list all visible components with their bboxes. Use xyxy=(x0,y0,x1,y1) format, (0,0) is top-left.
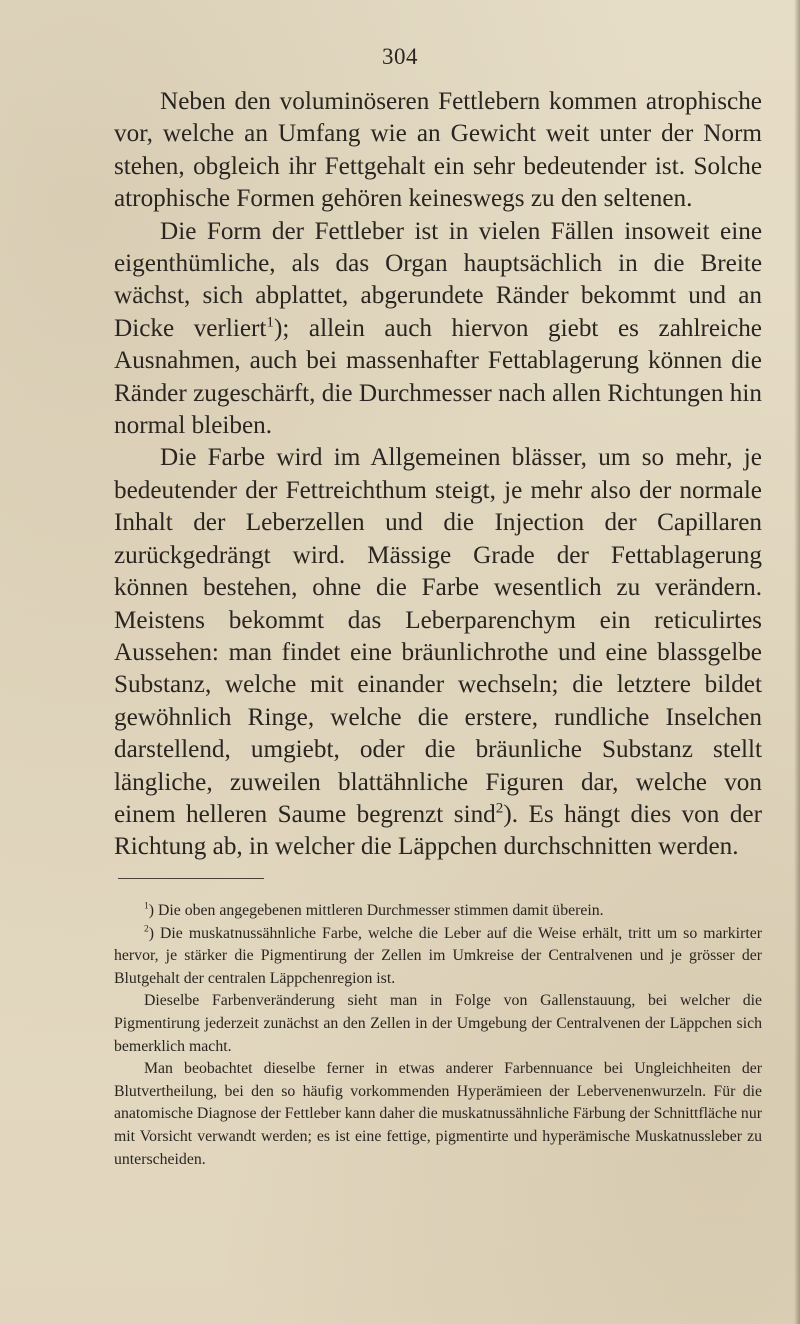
footnote-text: ) Die muskatnussähnliche Farbe, welche die Leber auf die Weise erhält, tritt um so markirter hervor, je stärker die Pigmentirung der Zellen im Umkreise der Centralvenen und je grösser der Blutgehalt der centralen Läppchenregion ist. xyxy=(114,924,762,987)
footnote-reference: 2 xyxy=(495,800,504,817)
footnote-text: ) Die oben angegebenen mittleren Durchmesser stimmen damit überein. xyxy=(148,902,604,919)
footnote-reference: 1 xyxy=(266,314,274,331)
page-edge-shadow xyxy=(794,0,800,1324)
footnotes xyxy=(114,900,762,1171)
paragraph-liver-color xyxy=(114,442,762,863)
footnote-separator xyxy=(118,878,264,879)
footnote-1 xyxy=(114,900,762,923)
paragraph-liver-form xyxy=(114,216,762,443)
footnote-2-continuation: Man beobachtet dieselbe ferner in etwas anderer Farbennuance bei Ungleichheiten der Blutvertheilung, bei den so häufig vorkommenden Hyperämieen der Lebervenenwurzeln. Für die anatomische Diagnose der Fettleber kann daher die muskatnussähnliche Färbung der Schnittfläche nur mit Vorsicht verwandt werden; es ist eine fettige, pigmentirte und hyperämische Muskatnussleber zu unterscheiden. xyxy=(114,1060,762,1168)
footnote-marker: 2 xyxy=(144,924,149,935)
paragraph-text: Die Farbe wird im Allgemeinen blässer, um so mehr, je bedeutender der Fettreichthum steigt, je mehr also der normale Inhalt der Leberzellen und die Injection der Capillaren zurückgedrängt wird. Mässige Grade der Fettablagerung können bestehen, ohne die Farbe wesentlich zu verändern. Meistens bekommt das Leberparenchym ein reticulirtes Aussehen: man findet eine bräunlichrothe und eine blassgelbe Substanz, welche mit einander wechseln; die letztere bildet gewöhnlich Ringe, welche die erstere, rundliche Inselchen darstellend, umgiebt, oder die bräunliche Substanz stellt längliche, zuweilen blattähnliche Figuren dar, welche von einem helleren Saume begrenzt sind xyxy=(114,444,762,828)
page-number: 304 xyxy=(382,44,418,69)
paragraph-atrophic-fatty-liver: Neben den voluminöseren Fettlebern kommen atrophische vor, welche an Umfang wie an Gewicht weit unter der Norm stehen, obgleich ihr Fettgehalt ein sehr bedeutender ist. Solche atrophische Formen gehören keineswegs zu den seltenen. xyxy=(114,88,762,213)
footnote-2 xyxy=(114,923,762,991)
footnote-2-continuation: Dieselbe Farbenveränderung sieht man in Folge von Gallenstauung, bei welcher die Pigmentirung jederzeit zunächst an den Zellen in der Umgebung der Centralvenen der Läppchen sich bemerklich macht. xyxy=(114,992,762,1055)
footnote-marker: 1 xyxy=(144,901,149,912)
paragraph-text: ). Es hängt dies von der Richtung ab, in welcher die Läppchen durchschnitten werden. xyxy=(114,800,762,861)
paragraph-text: Die Form der Fettleber ist in vielen Fällen insoweit eine eigenthümliche, als das Organ hauptsächlich in die Breite wächst, sich abplattet, abgerundete Ränder bekommt und an Dicke verliert xyxy=(114,217,762,342)
main-text xyxy=(114,86,762,864)
paragraph-text: ); allein auch hiervon giebt es zahlreiche Ausnahmen, auch bei massenhafter Fettablagerung können die Ränder zugeschärft, die Durchmesser nach allen Richtungen hin normal bleiben. xyxy=(114,314,762,440)
